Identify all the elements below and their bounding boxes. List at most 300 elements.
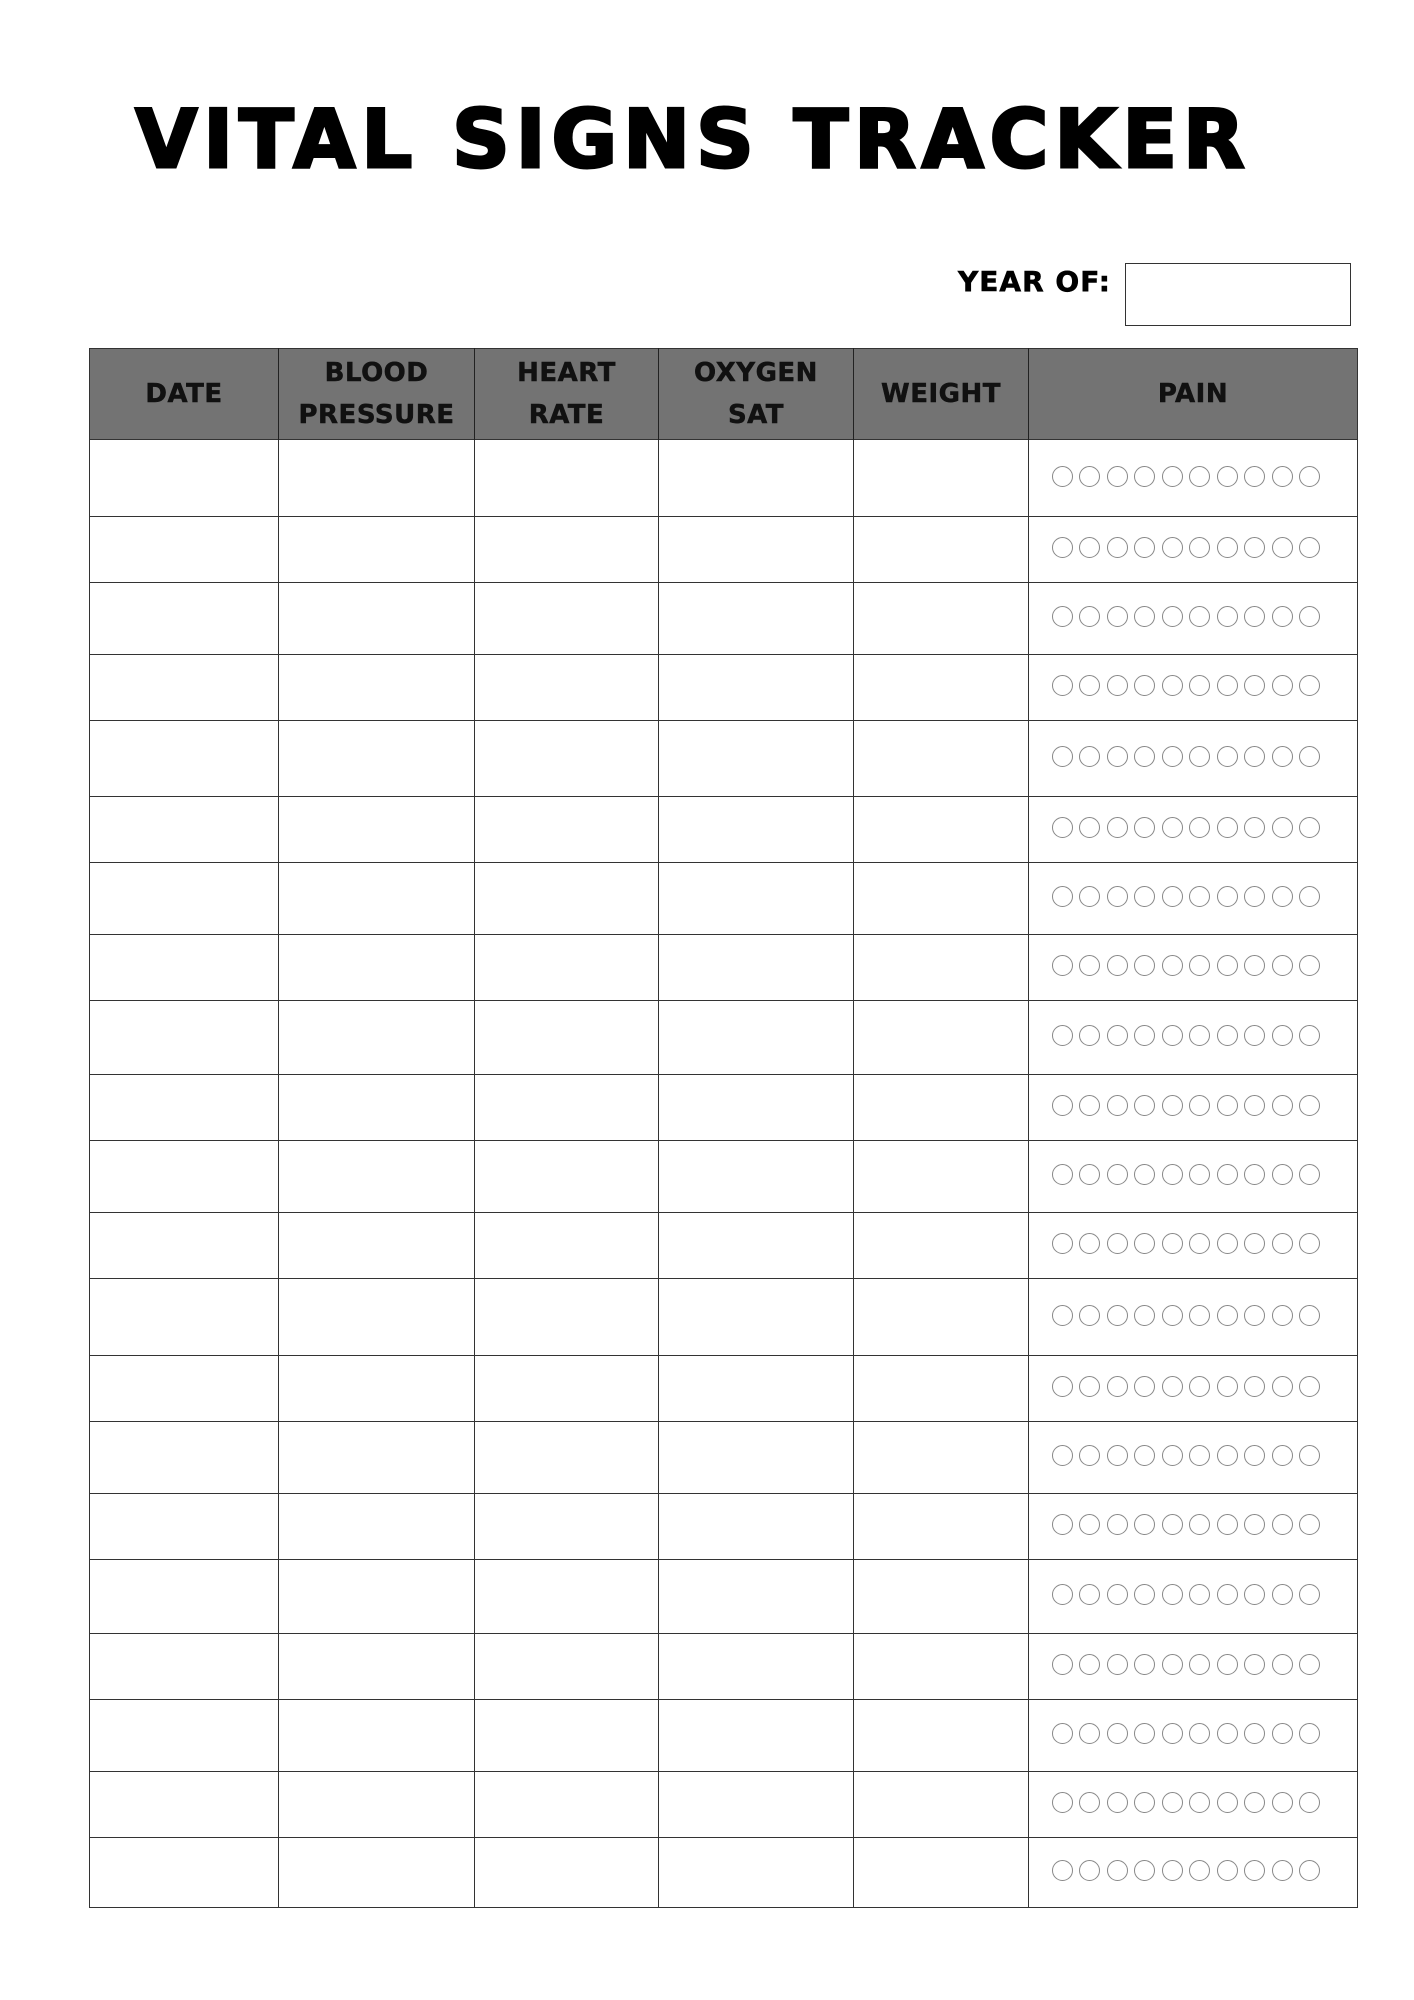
heart-rate-cell[interactable] [475, 1422, 659, 1494]
pain-scale-circle[interactable] [1189, 1376, 1210, 1397]
date-cell[interactable] [90, 1279, 279, 1356]
blood-pressure-cell[interactable] [279, 935, 475, 1001]
pain-scale-circle[interactable] [1079, 1164, 1100, 1185]
pain-scale-circle[interactable] [1299, 606, 1320, 627]
blood-pressure-cell[interactable] [279, 655, 475, 721]
pain-scale-circle[interactable] [1079, 1305, 1100, 1326]
pain-scale-circle[interactable] [1189, 1654, 1210, 1675]
oxygen-sat-cell[interactable] [659, 1213, 854, 1279]
blood-pressure-cell[interactable] [279, 583, 475, 655]
oxygen-sat-cell[interactable] [659, 583, 854, 655]
pain-scale-circle[interactable] [1162, 1095, 1183, 1116]
pain-scale-circle[interactable] [1299, 1376, 1320, 1397]
date-cell[interactable] [90, 1075, 279, 1141]
pain-scale-circle[interactable] [1189, 1860, 1210, 1881]
heart-rate-cell[interactable] [475, 1634, 659, 1700]
pain-scale-circle[interactable] [1162, 817, 1183, 838]
pain-scale-circle[interactable] [1052, 1723, 1073, 1744]
pain-scale-circle[interactable] [1107, 746, 1128, 767]
heart-rate-cell[interactable] [475, 1356, 659, 1422]
pain-scale-circle[interactable] [1299, 1164, 1320, 1185]
pain-scale-circle[interactable] [1107, 817, 1128, 838]
pain-scale-circle[interactable] [1272, 1376, 1293, 1397]
pain-scale-circle[interactable] [1052, 746, 1073, 767]
pain-scale-circle[interactable] [1052, 1376, 1073, 1397]
date-cell[interactable] [90, 863, 279, 935]
pain-scale-circle[interactable] [1217, 1164, 1238, 1185]
pain-scale-circle[interactable] [1052, 1305, 1073, 1326]
blood-pressure-cell[interactable] [279, 1001, 475, 1075]
pain-scale-circle[interactable] [1134, 1376, 1155, 1397]
pain-scale-circle[interactable] [1162, 537, 1183, 558]
oxygen-sat-cell[interactable] [659, 863, 854, 935]
weight-cell[interactable] [854, 1838, 1029, 1908]
pain-scale-circle[interactable] [1272, 537, 1293, 558]
pain-scale-circle[interactable] [1134, 817, 1155, 838]
date-cell[interactable] [90, 1141, 279, 1213]
pain-scale-circle[interactable] [1079, 1792, 1100, 1813]
pain-scale-circle[interactable] [1162, 1233, 1183, 1254]
pain-scale-circle[interactable] [1244, 1376, 1265, 1397]
heart-rate-cell[interactable] [475, 1700, 659, 1772]
pain-scale-circle[interactable] [1244, 817, 1265, 838]
pain-scale-circle[interactable] [1244, 955, 1265, 976]
pain-scale-circle[interactable] [1134, 1095, 1155, 1116]
pain-scale-circle[interactable] [1079, 1723, 1100, 1744]
pain-scale-circle[interactable] [1134, 1792, 1155, 1813]
heart-rate-cell[interactable] [475, 721, 659, 797]
pain-scale-circle[interactable] [1052, 1584, 1073, 1605]
pain-scale-circle[interactable] [1189, 1445, 1210, 1466]
pain-scale-circle[interactable] [1217, 606, 1238, 627]
pain-scale-circle[interactable] [1052, 537, 1073, 558]
blood-pressure-cell[interactable] [279, 721, 475, 797]
pain-scale-circle[interactable] [1299, 1095, 1320, 1116]
pain-scale-circle[interactable] [1217, 1584, 1238, 1605]
blood-pressure-cell[interactable] [279, 440, 475, 517]
pain-scale-circle[interactable] [1107, 1792, 1128, 1813]
pain-scale-circle[interactable] [1079, 466, 1100, 487]
pain-scale-circle[interactable] [1162, 1654, 1183, 1675]
pain-scale-circle[interactable] [1107, 606, 1128, 627]
pain-scale-circle[interactable] [1217, 1025, 1238, 1046]
pain-scale-circle[interactable] [1189, 1514, 1210, 1535]
pain-scale-circle[interactable] [1134, 1233, 1155, 1254]
pain-scale-circle[interactable] [1189, 746, 1210, 767]
pain-scale-circle[interactable] [1162, 1164, 1183, 1185]
pain-scale-circle[interactable] [1299, 1445, 1320, 1466]
pain-scale-circle[interactable] [1079, 1584, 1100, 1605]
pain-scale-circle[interactable] [1052, 1095, 1073, 1116]
pain-scale-circle[interactable] [1217, 675, 1238, 696]
pain-scale-circle[interactable] [1299, 1233, 1320, 1254]
pain-scale-circle[interactable] [1162, 1860, 1183, 1881]
pain-scale-circle[interactable] [1134, 466, 1155, 487]
pain-scale-circle[interactable] [1299, 1792, 1320, 1813]
date-cell[interactable] [90, 1772, 279, 1838]
pain-scale-circle[interactable] [1052, 955, 1073, 976]
pain-scale-circle[interactable] [1217, 1860, 1238, 1881]
pain-scale-circle[interactable] [1272, 1164, 1293, 1185]
pain-scale-circle[interactable] [1244, 1514, 1265, 1535]
pain-scale-circle[interactable] [1162, 1514, 1183, 1535]
pain-scale-circle[interactable] [1272, 955, 1293, 976]
pain-scale-circle[interactable] [1079, 746, 1100, 767]
pain-scale-circle[interactable] [1107, 1164, 1128, 1185]
pain-scale-circle[interactable] [1134, 1654, 1155, 1675]
pain-scale-circle[interactable] [1107, 1860, 1128, 1881]
pain-scale-circle[interactable] [1217, 1654, 1238, 1675]
heart-rate-cell[interactable] [475, 863, 659, 935]
pain-scale-circle[interactable] [1134, 1860, 1155, 1881]
date-cell[interactable] [90, 1700, 279, 1772]
pain-scale-circle[interactable] [1052, 1445, 1073, 1466]
pain-scale-circle[interactable] [1162, 1376, 1183, 1397]
pain-scale-circle[interactable] [1052, 1025, 1073, 1046]
pain-scale-circle[interactable] [1244, 1584, 1265, 1605]
heart-rate-cell[interactable] [475, 1141, 659, 1213]
pain-scale-circle[interactable] [1162, 675, 1183, 696]
pain-scale-circle[interactable] [1217, 817, 1238, 838]
pain-scale-circle[interactable] [1079, 537, 1100, 558]
heart-rate-cell[interactable] [475, 1838, 659, 1908]
pain-scale-circle[interactable] [1107, 1654, 1128, 1675]
blood-pressure-cell[interactable] [279, 1560, 475, 1634]
pain-scale-circle[interactable] [1272, 1723, 1293, 1744]
pain-scale-circle[interactable] [1217, 1376, 1238, 1397]
pain-scale-circle[interactable] [1272, 1445, 1293, 1466]
pain-scale-circle[interactable] [1189, 1164, 1210, 1185]
weight-cell[interactable] [854, 935, 1029, 1001]
weight-cell[interactable] [854, 1075, 1029, 1141]
pain-scale-circle[interactable] [1107, 1025, 1128, 1046]
pain-scale-circle[interactable] [1244, 1860, 1265, 1881]
pain-scale-circle[interactable] [1272, 1860, 1293, 1881]
pain-scale-circle[interactable] [1162, 466, 1183, 487]
pain-scale-circle[interactable] [1244, 886, 1265, 907]
pain-scale-circle[interactable] [1272, 886, 1293, 907]
pain-scale-circle[interactable] [1272, 466, 1293, 487]
pain-scale-circle[interactable] [1162, 606, 1183, 627]
pain-scale-circle[interactable] [1079, 1654, 1100, 1675]
pain-scale-circle[interactable] [1189, 1025, 1210, 1046]
blood-pressure-cell[interactable] [279, 1075, 475, 1141]
pain-scale-circle[interactable] [1134, 1305, 1155, 1326]
weight-cell[interactable] [854, 1700, 1029, 1772]
pain-scale-circle[interactable] [1272, 1792, 1293, 1813]
blood-pressure-cell[interactable] [279, 1422, 475, 1494]
pain-scale-circle[interactable] [1162, 1025, 1183, 1046]
pain-scale-circle[interactable] [1134, 1164, 1155, 1185]
oxygen-sat-cell[interactable] [659, 721, 854, 797]
oxygen-sat-cell[interactable] [659, 1634, 854, 1700]
pain-scale-circle[interactable] [1052, 1792, 1073, 1813]
pain-scale-circle[interactable] [1107, 955, 1128, 976]
pain-scale-circle[interactable] [1134, 675, 1155, 696]
pain-scale-circle[interactable] [1299, 817, 1320, 838]
heart-rate-cell[interactable] [475, 1494, 659, 1560]
date-cell[interactable] [90, 1634, 279, 1700]
pain-scale-circle[interactable] [1272, 817, 1293, 838]
pain-scale-circle[interactable] [1299, 537, 1320, 558]
weight-cell[interactable] [854, 1772, 1029, 1838]
heart-rate-cell[interactable] [475, 1772, 659, 1838]
pain-scale-circle[interactable] [1079, 1095, 1100, 1116]
weight-cell[interactable] [854, 1560, 1029, 1634]
date-cell[interactable] [90, 655, 279, 721]
pain-scale-circle[interactable] [1244, 466, 1265, 487]
oxygen-sat-cell[interactable] [659, 1075, 854, 1141]
pain-scale-circle[interactable] [1272, 1095, 1293, 1116]
blood-pressure-cell[interactable] [279, 1700, 475, 1772]
pain-scale-circle[interactable] [1299, 1305, 1320, 1326]
pain-scale-circle[interactable] [1299, 1860, 1320, 1881]
pain-scale-circle[interactable] [1189, 466, 1210, 487]
date-cell[interactable] [90, 797, 279, 863]
pain-scale-circle[interactable] [1272, 675, 1293, 696]
pain-scale-circle[interactable] [1052, 1164, 1073, 1185]
pain-scale-circle[interactable] [1107, 1723, 1128, 1744]
pain-scale-circle[interactable] [1299, 1584, 1320, 1605]
weight-cell[interactable] [854, 583, 1029, 655]
blood-pressure-cell[interactable] [279, 797, 475, 863]
pain-scale-circle[interactable] [1244, 1233, 1265, 1254]
pain-scale-circle[interactable] [1244, 537, 1265, 558]
pain-scale-circle[interactable] [1107, 886, 1128, 907]
oxygen-sat-cell[interactable] [659, 935, 854, 1001]
pain-scale-circle[interactable] [1299, 955, 1320, 976]
pain-scale-circle[interactable] [1079, 606, 1100, 627]
pain-scale-circle[interactable] [1079, 1514, 1100, 1535]
pain-scale-circle[interactable] [1272, 1584, 1293, 1605]
oxygen-sat-cell[interactable] [659, 517, 854, 583]
oxygen-sat-cell[interactable] [659, 1356, 854, 1422]
weight-cell[interactable] [854, 1634, 1029, 1700]
blood-pressure-cell[interactable] [279, 863, 475, 935]
weight-cell[interactable] [854, 1494, 1029, 1560]
weight-cell[interactable] [854, 517, 1029, 583]
pain-scale-circle[interactable] [1134, 1025, 1155, 1046]
oxygen-sat-cell[interactable] [659, 1001, 854, 1075]
pain-scale-circle[interactable] [1299, 1723, 1320, 1744]
blood-pressure-cell[interactable] [279, 517, 475, 583]
oxygen-sat-cell[interactable] [659, 1422, 854, 1494]
pain-scale-circle[interactable] [1244, 746, 1265, 767]
pain-scale-circle[interactable] [1217, 1233, 1238, 1254]
weight-cell[interactable] [854, 721, 1029, 797]
blood-pressure-cell[interactable] [279, 1279, 475, 1356]
oxygen-sat-cell[interactable] [659, 440, 854, 517]
pain-scale-circle[interactable] [1244, 1723, 1265, 1744]
pain-scale-circle[interactable] [1134, 537, 1155, 558]
heart-rate-cell[interactable] [475, 517, 659, 583]
pain-scale-circle[interactable] [1299, 1654, 1320, 1675]
oxygen-sat-cell[interactable] [659, 1838, 854, 1908]
pain-scale-circle[interactable] [1189, 1305, 1210, 1326]
date-cell[interactable] [90, 1213, 279, 1279]
pain-scale-circle[interactable] [1272, 606, 1293, 627]
pain-scale-circle[interactable] [1189, 606, 1210, 627]
weight-cell[interactable] [854, 863, 1029, 935]
weight-cell[interactable] [854, 440, 1029, 517]
pain-scale-circle[interactable] [1079, 1376, 1100, 1397]
pain-scale-circle[interactable] [1079, 675, 1100, 696]
pain-scale-circle[interactable] [1299, 746, 1320, 767]
pain-scale-circle[interactable] [1107, 1095, 1128, 1116]
blood-pressure-cell[interactable] [279, 1494, 475, 1560]
pain-scale-circle[interactable] [1079, 955, 1100, 976]
oxygen-sat-cell[interactable] [659, 1494, 854, 1560]
date-cell[interactable] [90, 440, 279, 517]
pain-scale-circle[interactable] [1134, 606, 1155, 627]
pain-scale-circle[interactable] [1162, 1445, 1183, 1466]
date-cell[interactable] [90, 1356, 279, 1422]
heart-rate-cell[interactable] [475, 583, 659, 655]
pain-scale-circle[interactable] [1217, 886, 1238, 907]
pain-scale-circle[interactable] [1244, 1095, 1265, 1116]
oxygen-sat-cell[interactable] [659, 1772, 854, 1838]
pain-scale-circle[interactable] [1107, 1305, 1128, 1326]
oxygen-sat-cell[interactable] [659, 1700, 854, 1772]
pain-scale-circle[interactable] [1217, 1305, 1238, 1326]
pain-scale-circle[interactable] [1162, 1305, 1183, 1326]
pain-scale-circle[interactable] [1079, 1860, 1100, 1881]
heart-rate-cell[interactable] [475, 655, 659, 721]
pain-scale-circle[interactable] [1189, 955, 1210, 976]
heart-rate-cell[interactable] [475, 1279, 659, 1356]
pain-scale-circle[interactable] [1162, 886, 1183, 907]
pain-scale-circle[interactable] [1244, 1792, 1265, 1813]
oxygen-sat-cell[interactable] [659, 655, 854, 721]
pain-scale-circle[interactable] [1107, 1445, 1128, 1466]
pain-scale-circle[interactable] [1189, 817, 1210, 838]
pain-scale-circle[interactable] [1299, 886, 1320, 907]
pain-scale-circle[interactable] [1162, 1723, 1183, 1744]
pain-scale-circle[interactable] [1052, 886, 1073, 907]
pain-scale-circle[interactable] [1107, 1584, 1128, 1605]
heart-rate-cell[interactable] [475, 935, 659, 1001]
blood-pressure-cell[interactable] [279, 1141, 475, 1213]
blood-pressure-cell[interactable] [279, 1634, 475, 1700]
pain-scale-circle[interactable] [1272, 1233, 1293, 1254]
pain-scale-circle[interactable] [1299, 675, 1320, 696]
weight-cell[interactable] [854, 1141, 1029, 1213]
pain-scale-circle[interactable] [1162, 1584, 1183, 1605]
pain-scale-circle[interactable] [1079, 1445, 1100, 1466]
pain-scale-circle[interactable] [1189, 675, 1210, 696]
pain-scale-circle[interactable] [1162, 746, 1183, 767]
pain-scale-circle[interactable] [1189, 1095, 1210, 1116]
pain-scale-circle[interactable] [1162, 1792, 1183, 1813]
heart-rate-cell[interactable] [475, 1075, 659, 1141]
pain-scale-circle[interactable] [1052, 466, 1073, 487]
pain-scale-circle[interactable] [1272, 746, 1293, 767]
pain-scale-circle[interactable] [1052, 675, 1073, 696]
pain-scale-circle[interactable] [1052, 817, 1073, 838]
heart-rate-cell[interactable] [475, 1560, 659, 1634]
pain-scale-circle[interactable] [1217, 1445, 1238, 1466]
pain-scale-circle[interactable] [1079, 886, 1100, 907]
pain-scale-circle[interactable] [1107, 1514, 1128, 1535]
date-cell[interactable] [90, 1838, 279, 1908]
pain-scale-circle[interactable] [1107, 466, 1128, 487]
pain-scale-circle[interactable] [1217, 1514, 1238, 1535]
pain-scale-circle[interactable] [1134, 1584, 1155, 1605]
pain-scale-circle[interactable] [1134, 746, 1155, 767]
pain-scale-circle[interactable] [1107, 1233, 1128, 1254]
pain-scale-circle[interactable] [1134, 1723, 1155, 1744]
pain-scale-circle[interactable] [1107, 675, 1128, 696]
pain-scale-circle[interactable] [1052, 1654, 1073, 1675]
pain-scale-circle[interactable] [1162, 955, 1183, 976]
pain-scale-circle[interactable] [1079, 817, 1100, 838]
weight-cell[interactable] [854, 1001, 1029, 1075]
pain-scale-circle[interactable] [1299, 466, 1320, 487]
pain-scale-circle[interactable] [1052, 1233, 1073, 1254]
pain-scale-circle[interactable] [1052, 606, 1073, 627]
pain-scale-circle[interactable] [1244, 1445, 1265, 1466]
heart-rate-cell[interactable] [475, 797, 659, 863]
date-cell[interactable] [90, 1422, 279, 1494]
pain-scale-circle[interactable] [1217, 1792, 1238, 1813]
blood-pressure-cell[interactable] [279, 1213, 475, 1279]
pain-scale-circle[interactable] [1217, 955, 1238, 976]
pain-scale-circle[interactable] [1134, 1445, 1155, 1466]
date-cell[interactable] [90, 1494, 279, 1560]
pain-scale-circle[interactable] [1299, 1025, 1320, 1046]
heart-rate-cell[interactable] [475, 440, 659, 517]
weight-cell[interactable] [854, 1422, 1029, 1494]
pain-scale-circle[interactable] [1217, 466, 1238, 487]
date-cell[interactable] [90, 517, 279, 583]
blood-pressure-cell[interactable] [279, 1356, 475, 1422]
weight-cell[interactable] [854, 1213, 1029, 1279]
weight-cell[interactable] [854, 1356, 1029, 1422]
pain-scale-circle[interactable] [1272, 1305, 1293, 1326]
pain-scale-circle[interactable] [1244, 1654, 1265, 1675]
year-of-field[interactable] [1125, 263, 1351, 326]
pain-scale-circle[interactable] [1244, 1025, 1265, 1046]
date-cell[interactable] [90, 583, 279, 655]
heart-rate-cell[interactable] [475, 1001, 659, 1075]
date-cell[interactable] [90, 1001, 279, 1075]
pain-scale-circle[interactable] [1189, 1233, 1210, 1254]
pain-scale-circle[interactable] [1217, 746, 1238, 767]
pain-scale-circle[interactable] [1079, 1025, 1100, 1046]
pain-scale-circle[interactable] [1189, 1584, 1210, 1605]
pain-scale-circle[interactable] [1272, 1654, 1293, 1675]
pain-scale-circle[interactable] [1134, 1514, 1155, 1535]
pain-scale-circle[interactable] [1134, 886, 1155, 907]
pain-scale-circle[interactable] [1217, 537, 1238, 558]
pain-scale-circle[interactable] [1272, 1514, 1293, 1535]
oxygen-sat-cell[interactable] [659, 1279, 854, 1356]
pain-scale-circle[interactable] [1189, 1723, 1210, 1744]
pain-scale-circle[interactable] [1299, 1514, 1320, 1535]
date-cell[interactable] [90, 1560, 279, 1634]
date-cell[interactable] [90, 721, 279, 797]
pain-scale-circle[interactable] [1189, 886, 1210, 907]
pain-scale-circle[interactable] [1217, 1723, 1238, 1744]
weight-cell[interactable] [854, 1279, 1029, 1356]
pain-scale-circle[interactable] [1079, 1233, 1100, 1254]
pain-scale-circle[interactable] [1189, 1792, 1210, 1813]
weight-cell[interactable] [854, 655, 1029, 721]
pain-scale-circle[interactable] [1052, 1860, 1073, 1881]
weight-cell[interactable] [854, 797, 1029, 863]
pain-scale-circle[interactable] [1217, 1095, 1238, 1116]
pain-scale-circle[interactable] [1272, 1025, 1293, 1046]
